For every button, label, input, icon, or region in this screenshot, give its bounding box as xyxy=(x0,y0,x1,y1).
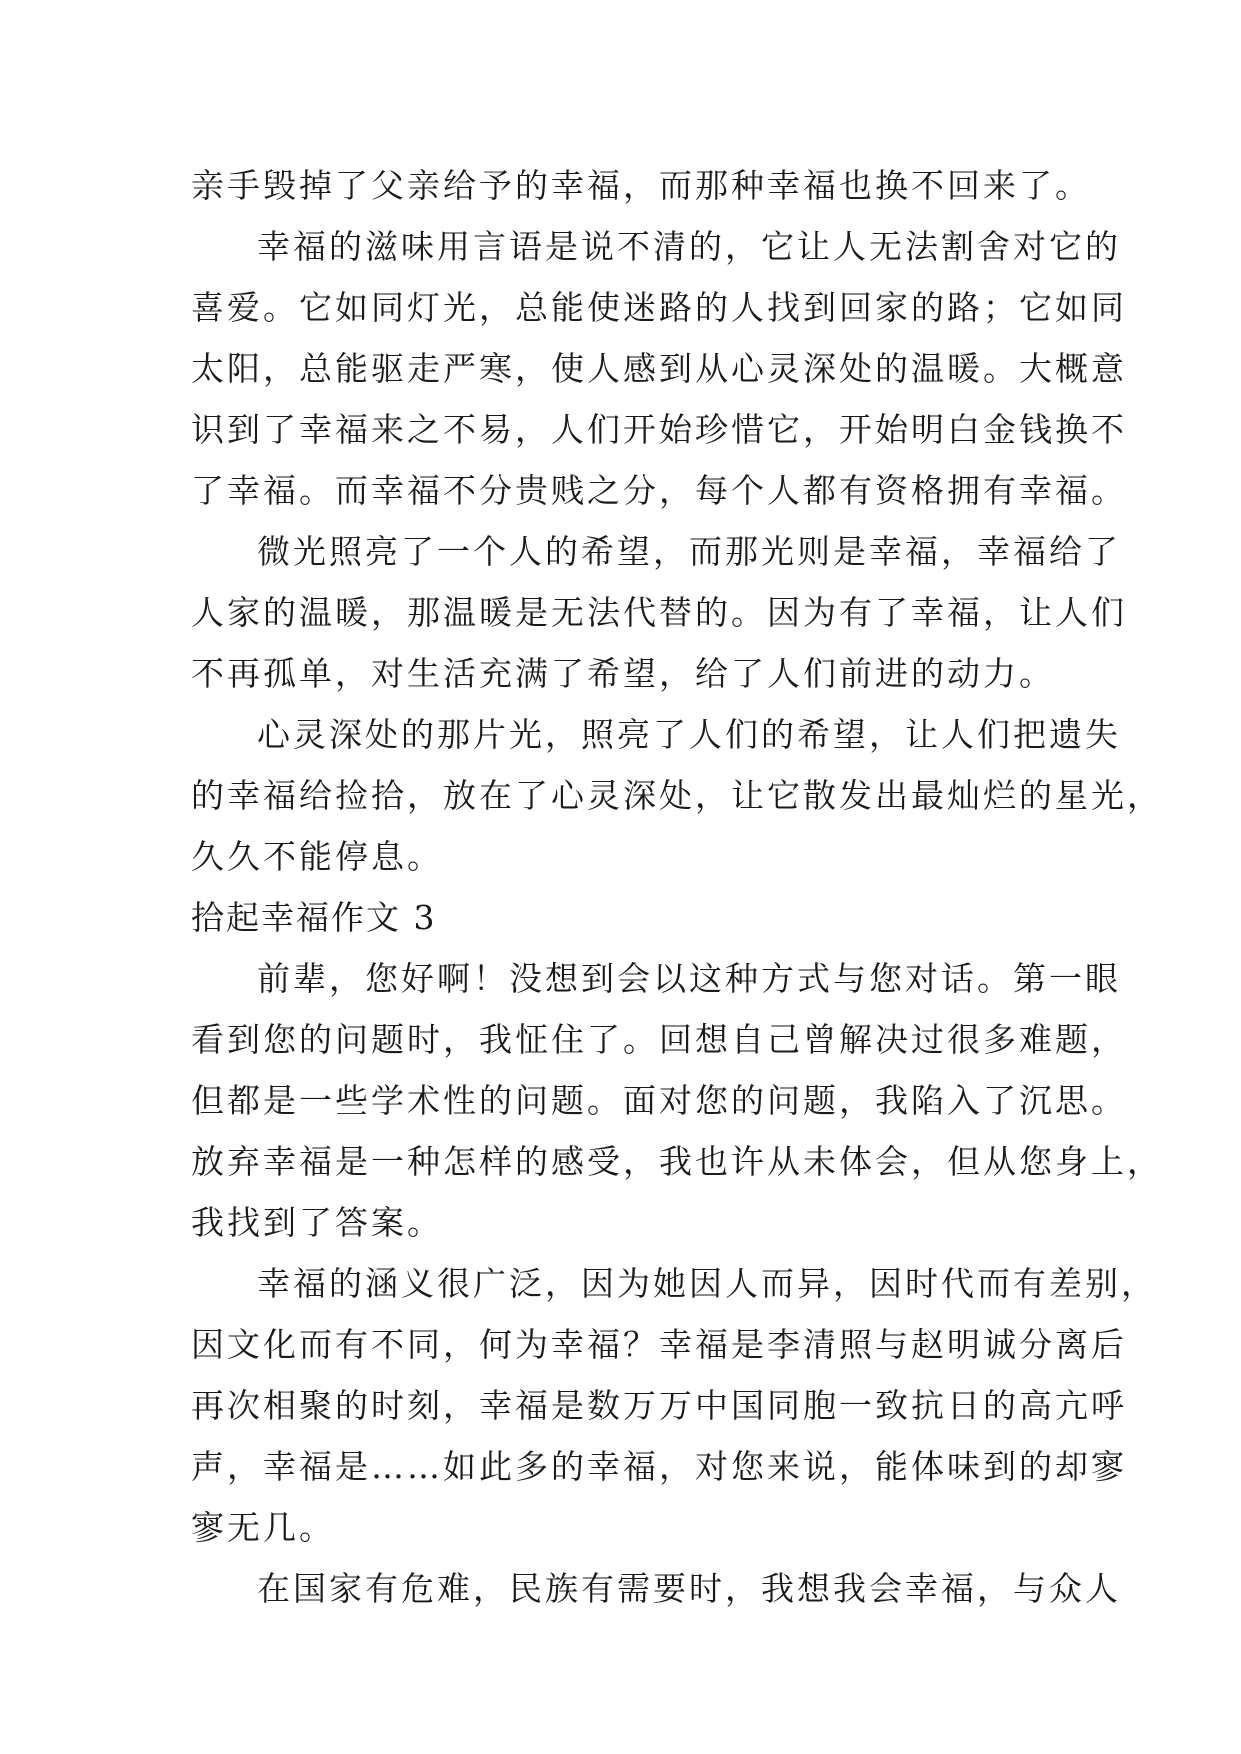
text-line: 太阳，总能驱走严寒，使人感到从心灵深处的温暖。大概意 xyxy=(191,349,1127,388)
text-line: 人家的温暖，那温暖是无法代替的。因为有了幸福，让人们 xyxy=(191,593,1127,632)
text-line: 识到了幸福来之不易，人们开始珍惜它，开始明白金钱换不 xyxy=(191,410,1127,449)
text-line: 亲手毁掉了父亲给予的幸福，而那种幸福也换不回来了。 xyxy=(191,166,1091,205)
text-line: 久久不能停息。 xyxy=(191,837,443,876)
text-line: 看到您的问题时，我怔住了。回想自己曾解决过很多难题， xyxy=(191,1020,1127,1059)
section-title: 拾起幸福作文 3 xyxy=(191,898,437,937)
paragraph-start-line: 幸福的涵义很广泛，因为她因人而异，因时代而有差别， xyxy=(257,1264,1157,1303)
paragraph-start-line: 微光照亮了一个人的希望，而那光则是幸福，幸福给了 xyxy=(257,532,1121,571)
text-line: 的幸福给捡拾，放在了心灵深处，让它散发出最灿烂的星光， xyxy=(191,776,1163,815)
document-body xyxy=(191,155,1163,1619)
text-line: 我找到了答案。 xyxy=(191,1203,443,1242)
text-line: 声，幸福是……如此多的幸福，对您来说，能体味到的却寥 xyxy=(191,1447,1127,1486)
text-line: 但都是一些学术性的问题。面对您的问题，我陷入了沉思。 xyxy=(191,1081,1127,1120)
paragraph-start-line: 前辈，您好啊！没想到会以这种方式与您对话。第一眼 xyxy=(257,959,1121,998)
text-line: 因文化而有不同，何为幸福？幸福是李清照与赵明诚分离后 xyxy=(191,1325,1127,1364)
text-line: 寥无几。 xyxy=(191,1508,335,1547)
text-line: 放弃幸福是一种怎样的感受，我也许从未体会，但从您身上， xyxy=(191,1142,1163,1181)
text-line: 了幸福。而幸福不分贵贱之分，每个人都有资格拥有幸福。 xyxy=(191,471,1127,510)
paragraph-start-line: 在国家有危难，民族有需要时，我想我会幸福，与众人 xyxy=(257,1569,1121,1608)
text-line: 喜爱。它如同灯光，总能使迷路的人找到回家的路；它如同 xyxy=(191,288,1127,327)
text-line: 不再孤单，对生活充满了希望，给了人们前进的动力。 xyxy=(191,654,1055,693)
text-line: 再次相聚的时刻，幸福是数万万中国同胞一致抗日的高亢呼 xyxy=(191,1386,1127,1425)
paragraph-start-line: 心灵深处的那片光，照亮了人们的希望，让人们把遗失 xyxy=(257,715,1121,754)
paragraph-start-line: 幸福的滋味用言语是说不清的，它让人无法割舍对它的 xyxy=(257,227,1121,266)
